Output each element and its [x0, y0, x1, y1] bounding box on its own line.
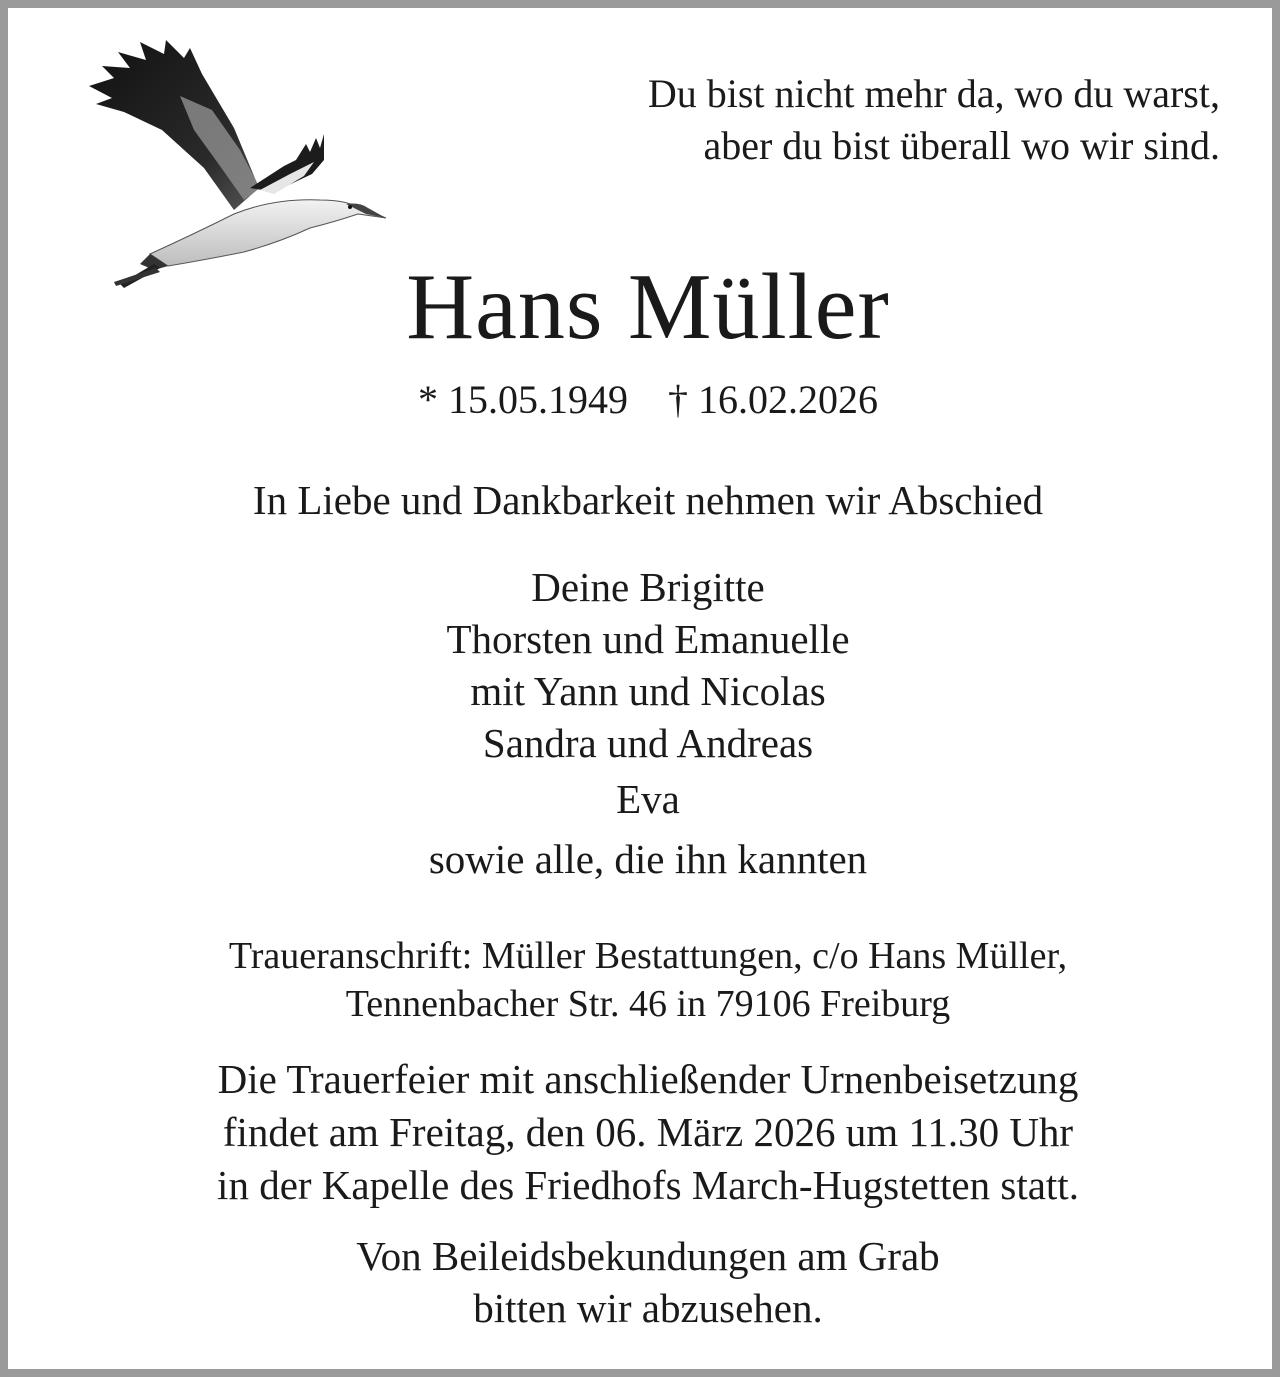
- ceremony-line: in der Kapelle des Friedhofs March-Hugstetten statt.: [217, 1162, 1079, 1208]
- quote-line: aber du bist überall wo wir sind.: [703, 123, 1220, 168]
- mourner-item: Deine Brigitte: [531, 564, 765, 610]
- condolences-note: [8, 1230, 1280, 1334]
- mourning-address: [8, 932, 1280, 1028]
- address-line: Tennenbacher Str. 46 in 79106 Freiburg: [345, 983, 951, 1025]
- ceremony-info: [8, 1053, 1280, 1212]
- mourner-item: Thorsten und Emanuelle: [446, 616, 850, 662]
- ceremony-line: findet am Freitag, den 06. März 2026 um 11.30 Uhr: [222, 1109, 1074, 1155]
- address-line: Traueranschrift: Müller Bestattungen, c/o Hans Müller,: [228, 935, 1068, 977]
- mourner-item: Eva: [616, 776, 680, 822]
- farewell-line: In Liebe und Dankbarkeit nehmen wir Abschied: [252, 477, 1044, 523]
- birth-date: * 15.05.1949: [418, 377, 628, 422]
- mourners-list: [8, 561, 1280, 885]
- life-dates: [8, 374, 1280, 426]
- ceremony-line: Die Trauerfeier mit anschließender Urnenbeisetzung: [217, 1056, 1079, 1102]
- quote-line: Du bist nicht mehr da, wo du warst,: [647, 71, 1220, 116]
- mourner-item: sowie alle, die ihn kannten: [428, 836, 868, 882]
- mourner-item: mit Yann und Nicolas: [470, 668, 826, 714]
- condolences-line: bitten wir abzusehen.: [473, 1285, 823, 1331]
- quote: [648, 68, 1220, 172]
- death-date: † 16.02.2026: [668, 377, 878, 422]
- deceased-name: Hans Müller: [406, 255, 890, 359]
- condolences-line: Von Beileidsbekundungen am Grab: [356, 1233, 940, 1279]
- mourner-item: Sandra und Andreas: [482, 720, 814, 766]
